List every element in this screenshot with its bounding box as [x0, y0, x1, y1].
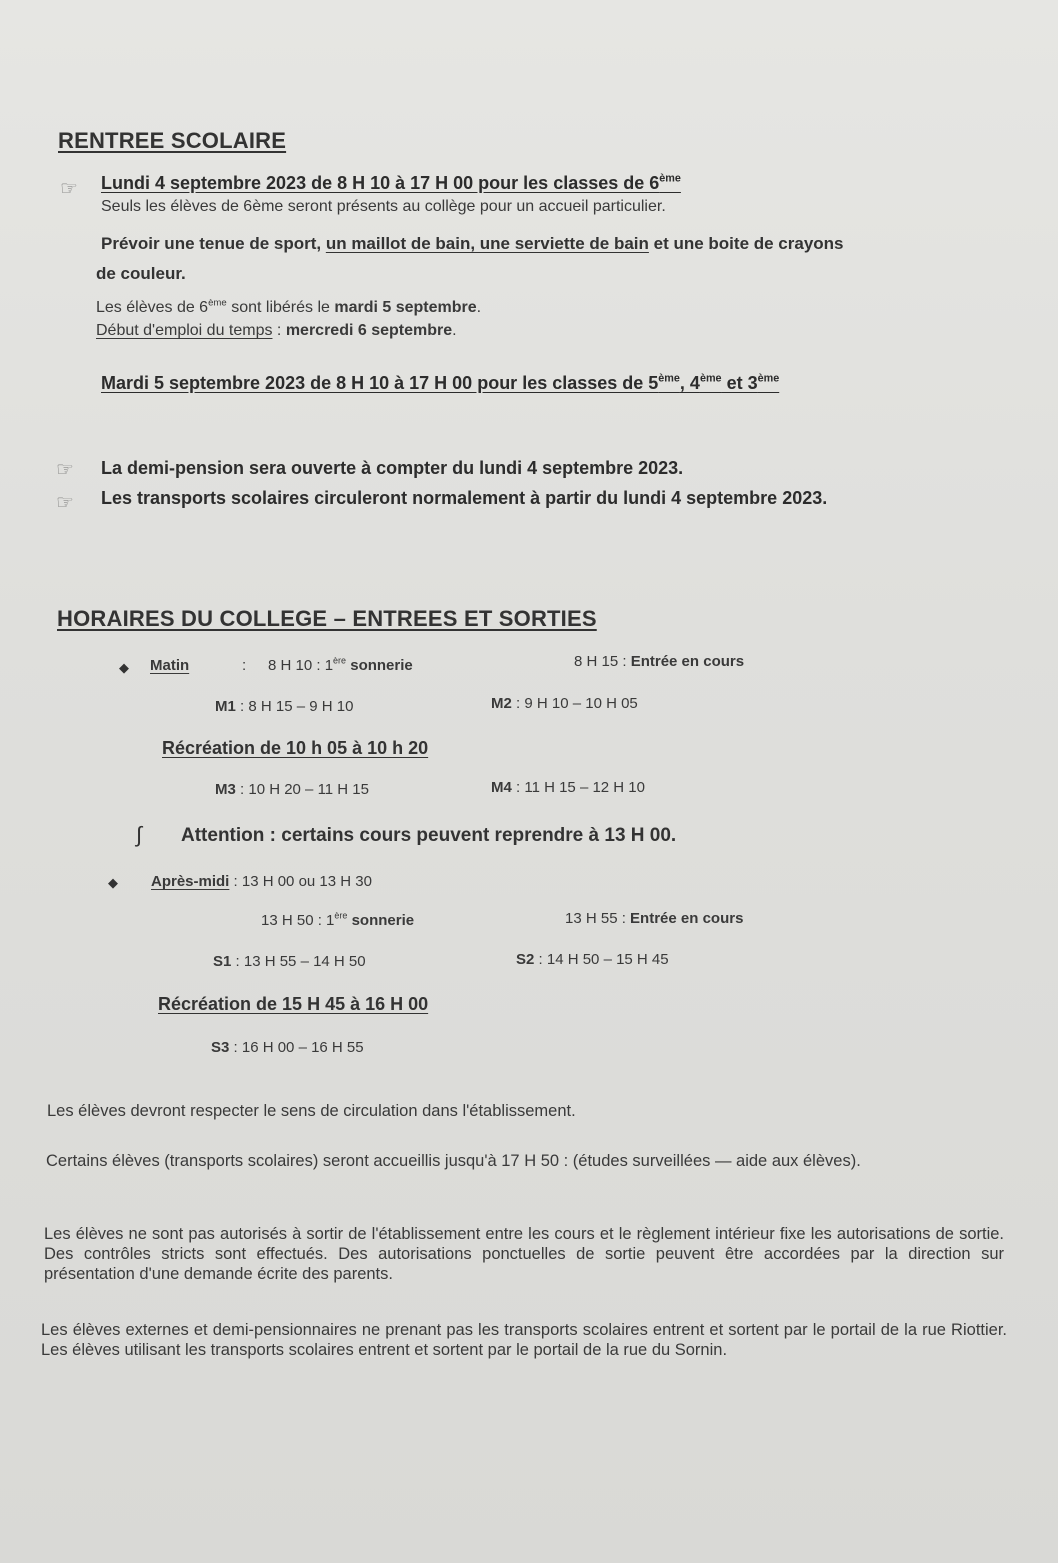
matin-colon: :	[242, 657, 247, 674]
prevoir-line-2: de couleur.	[96, 264, 186, 283]
section-title-rentree: RENTREE SCOLAIRE	[58, 128, 287, 153]
matin-label: Matin	[150, 657, 190, 674]
paragraph-accueil: Certains élèves (transports scolaires) seront accueillis jusqu'à 17 H 50 : (études surveillées — aide aux élèves).	[46, 1152, 861, 1170]
seuls-eleves-text: Seuls les élèves de 6ème seront présents au collège pour un accueil particulier.	[101, 198, 666, 215]
s1-slot: S1 : 13 H 55 – 14 H 50	[213, 953, 366, 970]
demi-pension-line: La demi-pension sera ouverte à compter du lundi 4 septembre 2023.	[101, 458, 684, 478]
apres-sonnerie: 13 H 50 : 1ère sonnerie	[261, 910, 415, 929]
transports-line: Les transports scolaires circuleront normalement à partir du lundi 4 septembre 2023.	[101, 488, 828, 508]
apres-entree: 13 H 55 : Entrée en cours	[565, 910, 744, 927]
pointing-hand-icon: ☞	[56, 492, 74, 514]
attention-icon: ∫	[136, 822, 143, 847]
paragraph-sortie: Les élèves ne sont pas autorisés à sortir de l'établissement entre les cours et le règlement intérieur fixe les autorisations de sortie. Des contrôles stricts sont effectués. Des autorisations ponctuelles de sortie peuvent être accordées par la direction sur présentation d'une demande écrite des parents.	[44, 1225, 1004, 1283]
recreation-morning: Récréation de 10 h 05 à 10 h 20	[162, 738, 429, 758]
paragraph-portail: Les élèves externes et demi-pensionnaires ne prenant pas les transports scolaires entrent et sortent par le portail de la rue Riottier. Les élèves utilisant les transports scolaires entrent et sortent par le portail de la rue du Sornin.	[41, 1321, 1007, 1359]
pointing-hand-icon: ☞	[60, 178, 78, 200]
m1-slot: M1 : 8 H 15 – 9 H 10	[215, 698, 354, 715]
m3-slot: M3 : 10 H 20 – 11 H 15	[215, 781, 369, 798]
attention-text: Attention : certains cours peuvent reprendre à 13 H 00.	[181, 825, 677, 846]
m4-slot: M4 : 11 H 15 – 12 H 10	[491, 779, 645, 796]
matin-entree: 8 H 15 : Entrée en cours	[574, 653, 745, 670]
paragraph-circulation: Les élèves devront respecter le sens de circulation dans l'établissement.	[47, 1102, 576, 1120]
apres-midi-row: Après-midi : 13 H 00 ou 13 H 30	[151, 873, 372, 890]
lundi-rentree-line: Lundi 4 septembre 2023 de 8 H 10 à 17 H 00 pour les classes de 6ème	[101, 172, 681, 193]
s2-slot: S2 : 14 H 50 – 15 H 45	[516, 951, 669, 968]
matin-sonnerie: 8 H 10 : 1ère sonnerie	[268, 655, 413, 674]
debut-emploi-line: Début d'emploi du temps : mercredi 6 septembre.	[96, 322, 457, 339]
bullet-icon: ◆	[108, 875, 118, 890]
prevoir-line: Prévoir une tenue de sport, un maillot de bain, une serviette de bain et une boite de crayons	[101, 234, 844, 253]
liberes-line: Les élèves de 6ème sont libérés le mardi 5 septembre.	[96, 297, 482, 316]
m2-slot: M2 : 9 H 10 – 10 H 05	[491, 695, 638, 712]
section-title-horaires: HORAIRES DU COLLEGE – ENTREES ET SORTIES	[57, 606, 597, 631]
pointing-hand-icon: ☞	[56, 459, 74, 481]
recreation-afternoon: Récréation de 15 H 45 à 16 H 00	[158, 994, 429, 1014]
bullet-icon: ◆	[119, 660, 129, 675]
s3-slot: S3 : 16 H 00 – 16 H 55	[211, 1039, 364, 1056]
mardi-rentree-line: Mardi 5 septembre 2023 de 8 H 10 à 17 H 00 pour les classes de 5ème, 4ème et 3ème	[101, 372, 780, 393]
